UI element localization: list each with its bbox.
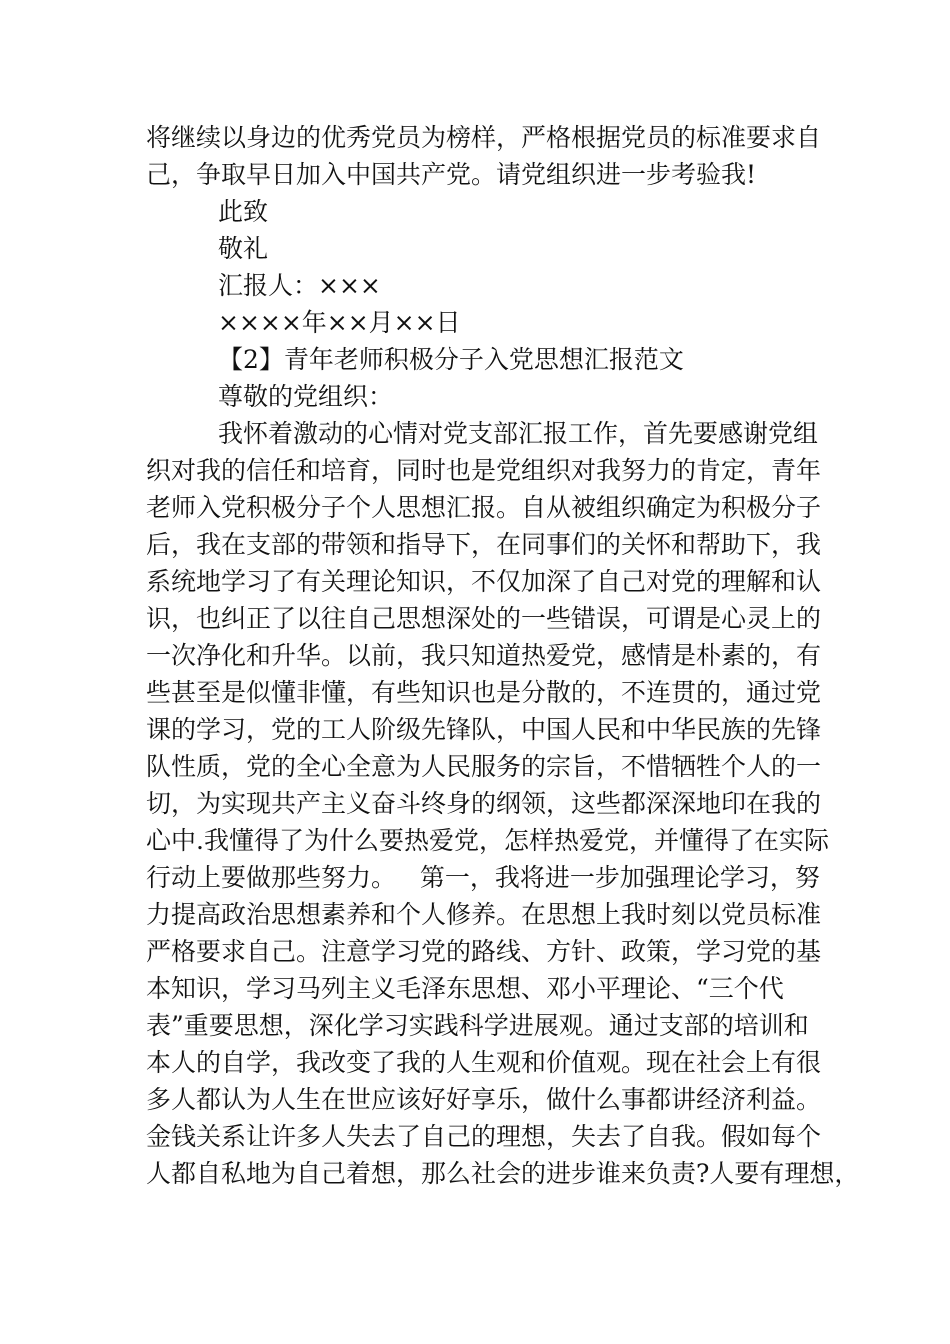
text-line: 我怀着激动的心情对党支部汇报工作，首先要感谢党组 [218,419,819,448]
text-line: 金钱关系让许多人失去了自己的理想，失去了自我。假如每个 [146,1122,822,1151]
text-line: 一次净化和升华。以前，我只知道热爱党，感情是朴素的，有 [146,641,822,670]
text-line: 将继续以身边的优秀党员为榜样，严格根据党员的标准要求自 [146,123,822,152]
reporter-line: 汇报人：××× [218,271,381,300]
text-line: 老师入党积极分子个人思想汇报。自从被组织确定为积极分子 [146,493,822,522]
text-line: 心中.我懂得了为什么要热爱党，怎样热爱党，并懂得了在实际 [146,826,829,855]
text-line: 表”重要思想，深化学习实践科学进展观。通过支部的培训和 [146,1011,809,1040]
text-line: 多人都认为人生在世应该好好享乐，做什么事都讲经济利益。 [146,1085,822,1114]
text-line: 严格要求自己。注意学习党的路线、方针、政策，学习党的基 [146,937,822,966]
text-line: 后，我在支部的带领和指导下，在同事们的关怀和帮助下，我 [146,530,822,559]
text-line: 己，争取早日加入中国共产党。请党组织进一步考验我! [146,160,757,189]
text-line: 本知识，学习马列主义毛泽东思想、邓小平理论、“三个代 [146,974,784,1003]
text-line: 队性质，党的全心全意为人民服务的宗旨，不惜牺牲个人的一 [146,752,822,781]
text-line: 些甚至是似懂非懂，有些知识也是分散的，不连贯的，通过党 [146,678,822,707]
text-line: 行动上要做那些努力。 第一，我将进一步加强理论学习，努 [146,863,820,892]
salutation-line: 敬礼 [218,234,269,263]
text-line: 识，也纠正了以往自己思想深处的一些错误，可谓是心灵上的 [146,604,822,633]
text-line: 力提高政治思想素养和个人修养。在思想上我时刻以党员标准 [146,900,822,929]
date-line: ××××年××月××日 [218,308,461,337]
text-line: 人都自私地为自己着想，那么社会的进步谁来负责?人要有理想， [146,1159,860,1188]
greeting-line: 尊敬的党组织： [218,382,394,411]
text-line: 切，为实现共产主义奋斗终身的纲领，这些都深深地印在我的 [146,789,822,818]
text-line: 织对我的信任和培育，同时也是党组织对我努力的肯定，青年 [146,456,822,485]
section-heading: 【2】青年老师积极分子入党思想汇报范文 [218,345,684,374]
text-line: 本人的自学，我改变了我的人生观和价值观。现在社会上有很 [146,1048,822,1077]
text-line: 系统地学习了有关理论知识，不仅加深了自己对党的理解和认 [146,567,822,596]
salutation-line: 此致 [218,197,269,226]
text-line: 课的学习，党的工人阶级先锋队，中国人民和中华民族的先锋 [146,715,822,744]
